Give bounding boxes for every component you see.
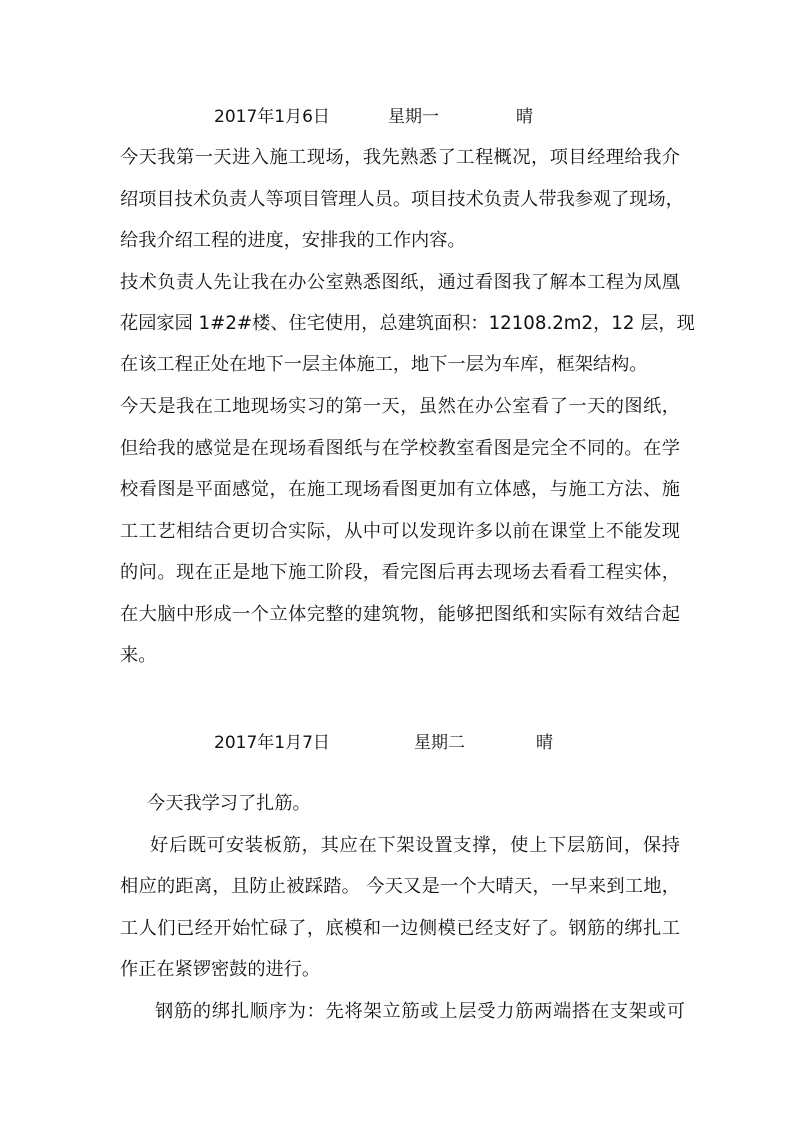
paragraph-line: 技术负责人先让我在办公室熟悉图纸，通过看图我了解本工程为凤凰	[120, 272, 680, 293]
paragraph-line: 给我介绍工程的进度，安排我的工作内容。	[120, 230, 466, 251]
entry-date: 2017年1月7日	[214, 733, 330, 753]
paragraph-line: 钢筋的绑扎顺序为：先将架立筋或上层受力筋两端搭在支架或可	[155, 1001, 685, 1022]
paragraph-line: 今天是我在工地现场实习的第一天，虽然在办公室看了一天的图纸，	[120, 396, 680, 417]
paragraph-line: 作正在紧锣密鼓的进行。	[120, 959, 321, 980]
paragraph-line: 来。	[120, 645, 157, 666]
paragraph-line: 的问。现在正是地下施工阶段，看完图后再去现场去看看工程实体，	[120, 562, 680, 583]
paragraph-line: 花园家园 1#2#楼、住宅使用，总建筑面积：12108.2m2，12 层，现	[120, 313, 695, 334]
entry-weekday: 星期二	[414, 733, 465, 753]
paragraph-line: 但给我的感觉是在现场看图纸与在学校教室看图是完全不同的。在学	[120, 438, 680, 459]
entry-date: 2017年1月6日	[214, 107, 330, 127]
paragraph-line: 在该工程正处在地下一层主体施工，地下一层为车库，框架结构。	[120, 354, 648, 375]
paragraph-line: 工工艺相结合更切合实际，从中可以发现许多以前在课堂上不能发现	[120, 521, 680, 542]
entry-weekday: 星期一	[388, 107, 439, 127]
entry-weather: 晴	[536, 733, 553, 753]
paragraph-line: 相应的距离，且防止被踩踏。 今天又是一个大晴天，一早来到工地，	[120, 876, 680, 897]
paragraph-line: 好后既可安装板筋，其应在下架设置支撑，使上下层筋间，保持	[150, 835, 680, 856]
entry-weather: 晴	[516, 107, 533, 127]
paragraph-line: 今天我学习了扎筋。	[147, 793, 311, 814]
paragraph-line: 今天我第一天进入施工现场，我先熟悉了工程概况，项目经理给我介	[120, 147, 680, 168]
paragraph-line: 绍项目技术负责人等项目管理人员。项目技术负责人带我参观了现场，	[120, 189, 684, 210]
paragraph-line: 在大脑中形成一个立体完整的建筑物，能够把图纸和实际有效结合起	[120, 604, 680, 625]
paragraph-line: 校看图是平面感觉，在施工现场看图更加有立体感，与施工方法、施	[120, 479, 680, 500]
paragraph-line: 工人们已经开始忙碌了，底模和一边侧模已经支好了。钢筋的绑扎工	[120, 918, 680, 939]
